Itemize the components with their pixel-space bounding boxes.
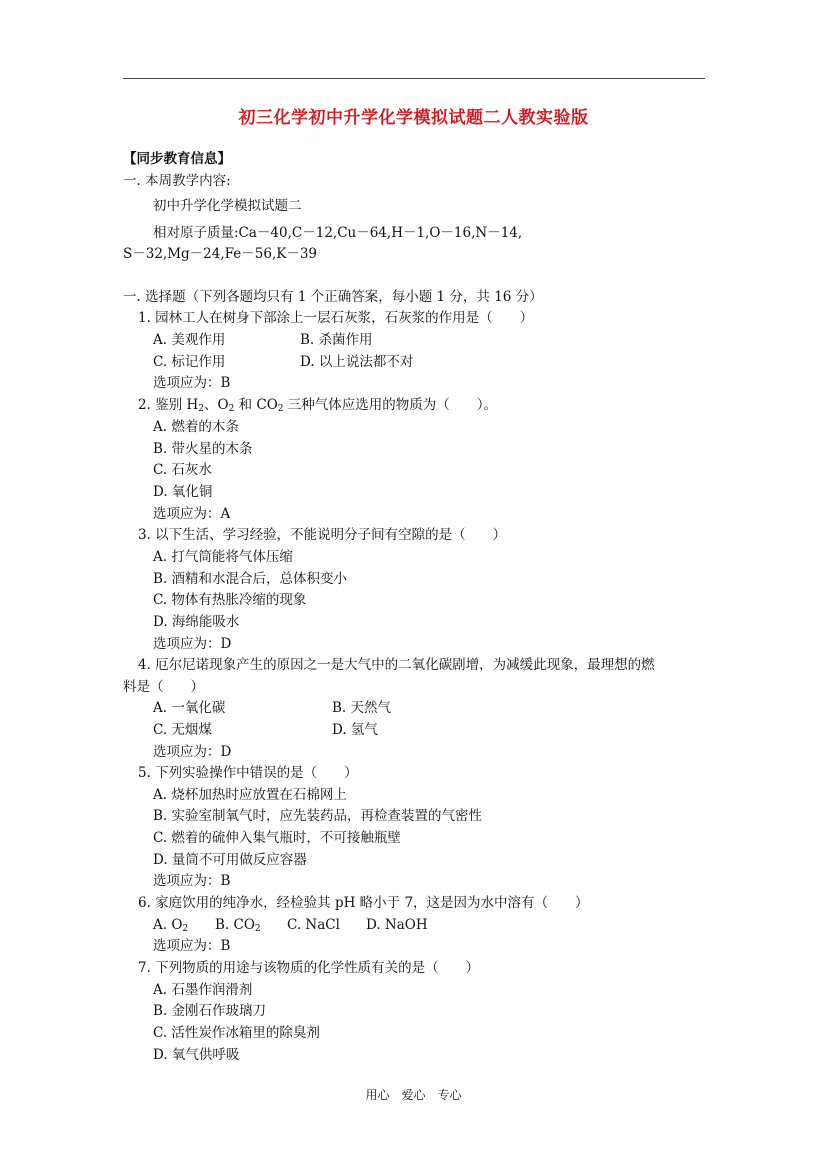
question-5-answer: 选项应为：B [153, 873, 231, 889]
question-2-option-b: B. 带火星的木条 [153, 441, 253, 457]
question-3-stem: 3. 以下生活、学习经验，不能说明分子间有空隙的是（ ） [138, 527, 507, 543]
question-5-stem: 5. 下列实验操作中错误的是（ ） [138, 765, 358, 781]
question-6-option-d: D. NaOH [366, 917, 428, 933]
question-5-option-c: C. 燃着的硫伸入集气瓶时，不可接触瓶壁 [153, 830, 401, 846]
question-3-option-b: B. 酒精和水混合后，总体积变小 [153, 571, 348, 587]
question-2-answer: 选项应为：A [153, 506, 231, 522]
atomic-mass-line-2: S－32,Mg－24,Fe－56,K－39 [123, 246, 318, 262]
question-4-stem-line-2: 料是（ ） [123, 679, 204, 695]
question-3-option-a: A. 打气筒能将气体压缩 [153, 549, 293, 565]
question-4-option-b: B. 天然气 [332, 700, 392, 716]
question-4-option-c: C. 无烟煤 [153, 722, 212, 738]
week-content: 初中升学化学模拟试题二 [153, 198, 302, 214]
question-6-option-b: B. $CO_2$ [215, 917, 261, 934]
question-4-answer: 选项应为：D [153, 744, 232, 760]
document-title: 初三化学初中升学化学模拟试题二人教实验版 [238, 108, 589, 128]
section-header: 【同步教育信息】 [123, 151, 231, 167]
question-7-option-c: C. 活性炭作冰箱里的除臭剂 [153, 1025, 320, 1041]
question-2-option-a: A. 燃着的木条 [153, 419, 239, 435]
question-7-option-d: D. 氧气供呼吸 [153, 1047, 240, 1063]
question-1-option-a: A. 美观作用 [153, 332, 226, 348]
question-1-option-c: C. 标记作用 [153, 354, 226, 370]
question-2-option-d: D. 氧化铜 [153, 484, 213, 500]
week-heading: 一. 本周教学内容: [123, 173, 231, 189]
question-7-option-b: B. 金刚石作玻璃刀 [153, 1003, 267, 1019]
question-6-answer: 选项应为：B [153, 938, 231, 954]
question-3-option-c: C. 物体有热胀冷缩的现象 [153, 592, 307, 608]
question-4-option-a: A. 一氧化碳 [153, 700, 226, 716]
question-6-option-a: A. $O_2$ [153, 917, 189, 934]
question-4-stem-line-1: 4. 厄尔尼诺现象产生的原因之一是大气中的二氧化碳剧增，为减缓此现象，最理想的燃 [138, 657, 655, 673]
question-4-option-d: D. 氢气 [332, 722, 378, 738]
question-3-option-d: D. 海绵能吸水 [153, 614, 240, 630]
question-1-answer: 选项应为：B [153, 375, 231, 391]
header-rule [123, 78, 705, 79]
question-7-stem: 7. 下列物质的用途与该物质的化学性质有关的是（ ） [138, 960, 480, 976]
atomic-mass-line-1: 相对原子质量:Ca－40,C－12,Cu－64,H－1,O－16,N－14, [153, 225, 523, 241]
choice-section-heading: 一. 选择题（下列各题均只有 1 个正确答案，每小题 1 分，共 16 分） [123, 289, 543, 305]
question-2-stem: 2. 鉴别 $H_2$、$O_2$ 和 $CO_2$ 三种气体应选用的物质为（ ）。 [138, 397, 498, 414]
question-2-option-c: C. 石灰水 [153, 462, 212, 478]
question-1-option-b: B. 杀菌作用 [300, 332, 373, 348]
question-6-option-c: C. NaCl [287, 917, 340, 933]
question-7-option-a: A. 石墨作润滑剂 [153, 982, 253, 998]
question-5-option-a: A. 烧杯加热时应放置在石棉网上 [153, 787, 347, 803]
question-6-stem: 6. 家庭饮用的纯净水，经检验其 pH 略小于 7，这是因为水中溶有（ ） [138, 895, 589, 911]
question-1-stem: 1. 园林工人在树身下部涂上一层石灰浆，石灰浆的作用是（ ） [138, 310, 534, 326]
question-1-option-d: D. 以上说法都不对 [300, 354, 414, 370]
page-footer: 用心 爱心 专心 [365, 1088, 462, 1102]
question-5-option-b: B. 实验室制氧气时，应先装药品，再检查装置的气密性 [153, 808, 483, 824]
question-3-answer: 选项应为：D [153, 636, 232, 652]
question-5-option-d: D. 量筒不可用做反应容器 [153, 852, 307, 868]
